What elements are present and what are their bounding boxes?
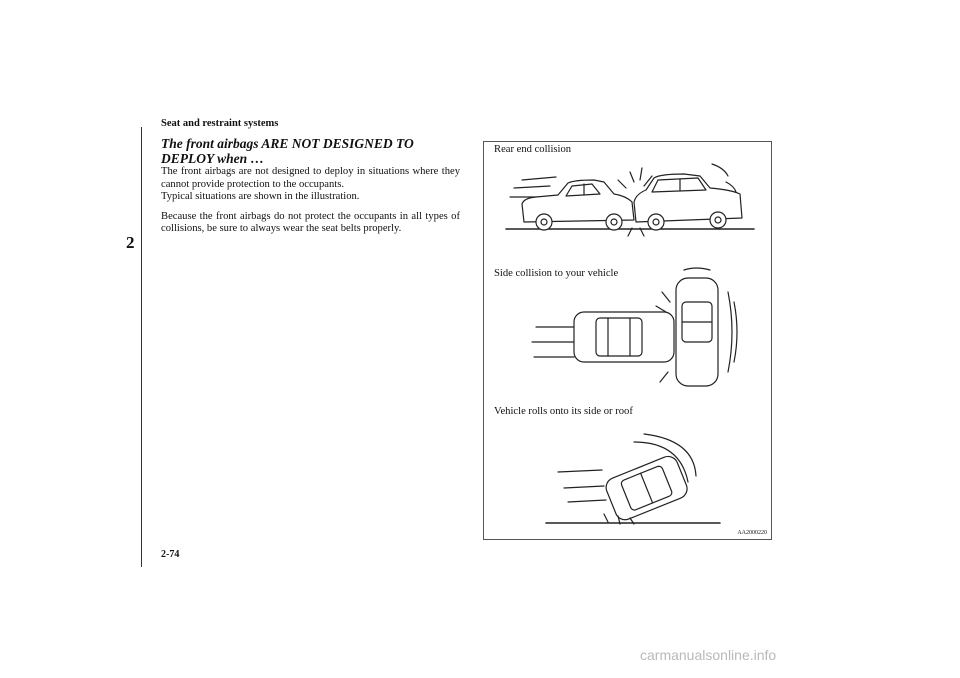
watermark: carmanualsonline.info [640, 647, 777, 663]
page-number: 2-74 [161, 549, 180, 560]
rear-end-collision-drawing [506, 164, 754, 236]
illustration-drawing [484, 142, 772, 540]
caption-rear-end-collision: Rear end collision [494, 144, 572, 155]
sidebar-divider [141, 127, 142, 567]
rollover-drawing [546, 434, 720, 524]
figure-code: AA2000220 [737, 530, 767, 536]
caption-side-collision: Side collision to your vehicle [494, 268, 619, 279]
chapter-tab-number: 2 [126, 233, 135, 252]
caption-rollover: Vehicle rolls onto its side or roof [494, 406, 633, 417]
section-heading: The front airbags ARE NOT DESIGNED TO DEPLOY when … [161, 136, 414, 166]
side-collision-drawing [532, 268, 737, 386]
collision-illustration [483, 141, 772, 540]
paragraph-2: Typical situations are shown in the illustration. [161, 191, 360, 203]
section-header: Seat and restraint systems [161, 118, 279, 129]
body-text [161, 166, 460, 243]
paragraph-3: Because the front airbags do not protect the occupants in all types of collisions, be sure to always wear the seat belts properly. [161, 210, 460, 235]
paragraph-1: The front airbags are not designed to deploy in situations where they cannot provide protection to the occupants. [161, 166, 460, 190]
